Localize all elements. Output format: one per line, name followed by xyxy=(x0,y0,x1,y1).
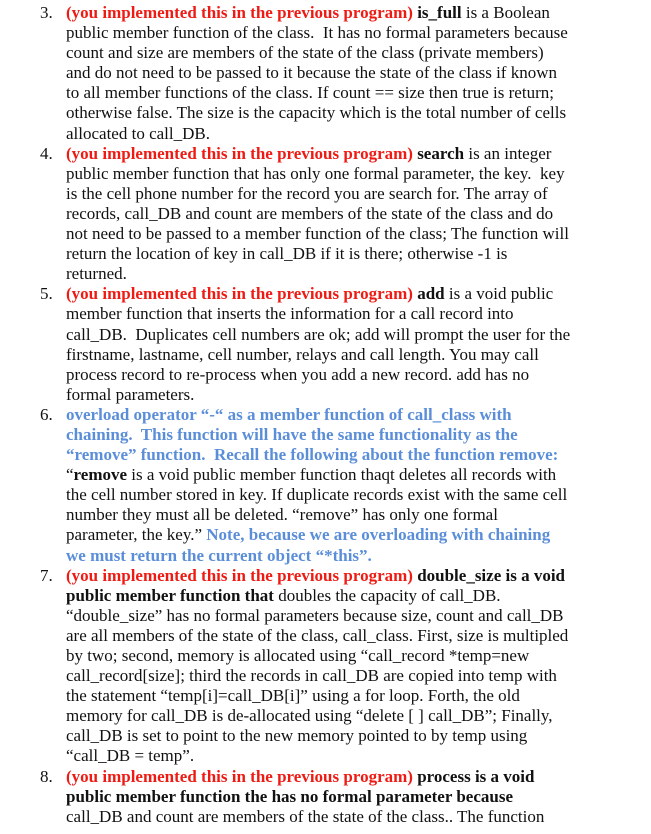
text-line xyxy=(0,184,651,204)
text-line xyxy=(0,706,651,726)
body-text: “call_DB = temp”. xyxy=(66,746,195,766)
body-text: are all members of the state of the class, call_class. First, size is multipled xyxy=(66,625,569,645)
list-item xyxy=(0,3,651,144)
text-line xyxy=(0,767,651,787)
body-text: not need to be passed to a member function of the class; The function will xyxy=(66,224,569,244)
body-text: formal parameters. xyxy=(66,384,195,404)
bold-term: process is a void xyxy=(417,766,535,786)
text-line xyxy=(0,405,651,425)
text-line xyxy=(0,566,651,586)
red-note: (you implemented this in the previous program) xyxy=(66,284,418,304)
body-text: doubles the capacity of call_DB. xyxy=(278,585,501,605)
body-text: “ xyxy=(66,465,74,485)
text-line xyxy=(0,224,651,244)
bold-term: remove xyxy=(73,465,128,485)
body-text: otherwise false. The size is the capacity which is the total number of cells xyxy=(66,103,567,123)
text-line xyxy=(0,525,651,545)
list-item xyxy=(0,144,651,285)
bold-term: public member function that xyxy=(66,585,279,605)
item-number: 7. xyxy=(40,565,53,585)
body-text: the cell number stored in key. If duplicate records exist with the same cell xyxy=(66,485,568,505)
text-line xyxy=(0,284,651,304)
text-line xyxy=(0,465,651,485)
blue-instruction: “remove” function. Recall the following about the function remove: xyxy=(66,445,559,465)
body-text: public member function of the class. It has no formal parameters because xyxy=(66,23,568,43)
red-note: (you implemented this in the previous program) xyxy=(66,143,418,163)
body-text: is a void public xyxy=(444,284,554,304)
text-line xyxy=(0,164,651,184)
text-line xyxy=(0,485,651,505)
bold-term: double_size is a void xyxy=(417,565,566,585)
body-text: call_DB. Duplicates cell numbers are ok; add will prompt the user for the xyxy=(66,324,571,344)
body-text: is a void public member function thaqt deletes all records with xyxy=(127,465,557,485)
item-number: 4. xyxy=(40,143,53,163)
body-text: is an integer xyxy=(464,143,552,163)
blue-instruction: chaining. This function will have the same functionality as the xyxy=(66,424,518,444)
text-line xyxy=(0,63,651,83)
bold-term: search xyxy=(417,143,465,163)
body-text: member function that inserts the information for a call record into xyxy=(66,304,514,324)
bold-term: add xyxy=(417,284,445,304)
body-text: returned. xyxy=(66,264,127,284)
body-text: to all member functions of the class. If count == size then true is return; xyxy=(66,83,554,103)
body-text: “double_size” has no formal parameters because size, count and call_DB xyxy=(66,605,564,625)
list-item xyxy=(0,767,651,827)
body-text: allocated to call_DB. xyxy=(66,123,210,143)
body-text: is the cell phone number for the record you are search for. The array of xyxy=(66,183,548,203)
item-number: 3. xyxy=(40,3,53,22)
bold-term: public member function the has no formal parameter because xyxy=(66,786,514,806)
text-line xyxy=(0,3,651,23)
body-text: count and size are members of the state of the class (private members) xyxy=(66,43,544,63)
red-note: (you implemented this in the previous program) xyxy=(66,565,418,585)
text-line xyxy=(0,264,651,284)
body-text: the statement “temp[i]=call_DB[i]” using a for loop. Forth, the old xyxy=(66,686,520,706)
text-line xyxy=(0,606,651,626)
text-line xyxy=(0,666,651,686)
text-line xyxy=(0,204,651,224)
text-line xyxy=(0,646,651,666)
body-text: and do not need to be passed to it because the state of the class if known xyxy=(66,63,557,83)
text-line xyxy=(0,244,651,264)
text-line xyxy=(0,505,651,525)
text-line xyxy=(0,626,651,646)
text-line xyxy=(0,83,651,103)
body-text: is a Boolean xyxy=(461,3,550,22)
text-line xyxy=(0,546,651,566)
blue-instruction: Note, because we are overloading with chaining xyxy=(206,525,551,545)
text-line xyxy=(0,807,651,827)
body-text: process record to re-process when you add a new record. add has no xyxy=(66,364,530,384)
text-line xyxy=(0,103,651,123)
body-text: return the location of key in call_DB if it is there; otherwise -1 is xyxy=(66,244,508,264)
item-number: 6. xyxy=(40,404,53,424)
text-line xyxy=(0,686,651,706)
text-line xyxy=(0,43,651,63)
text-line xyxy=(0,586,651,606)
text-line xyxy=(0,365,651,385)
body-text: memory for call_DB is de-allocated using “delete [ ] call_DB”; Finally, xyxy=(66,706,553,726)
blue-instruction: overload operator “-“ as a member function of call_class with xyxy=(66,404,512,424)
list-item xyxy=(0,566,651,767)
list-item xyxy=(0,405,651,566)
body-text: public member function that has only one formal parameter, the key. key xyxy=(66,163,565,183)
bold-term: is_full xyxy=(417,3,462,22)
text-line xyxy=(0,746,651,766)
red-note: (you implemented this in the previous program) xyxy=(66,3,418,22)
body-text: call_record[size]; third the records in call_DB are copied into temp with xyxy=(66,666,557,686)
text-line xyxy=(0,425,651,445)
text-line xyxy=(0,124,651,144)
text-line xyxy=(0,726,651,746)
text-line xyxy=(0,345,651,365)
list-item xyxy=(0,284,651,405)
item-number: 8. xyxy=(40,766,53,786)
body-text: parameter, the key.” xyxy=(66,525,207,545)
body-text: firstname, lastname, cell number, relays and call length. You may call xyxy=(66,344,539,364)
text-line xyxy=(0,144,651,164)
text-line xyxy=(0,325,651,345)
text-line xyxy=(0,445,651,465)
body-text: call_DB and count are members of the state of the class.. The function xyxy=(66,806,545,826)
body-text: by two; second, memory is allocated using “call_record *temp=new xyxy=(66,646,530,665)
body-text: number they must all be deleted. “remove” has only one formal xyxy=(66,505,498,525)
text-line xyxy=(0,23,651,43)
red-note: (you implemented this in the previous program) xyxy=(66,766,418,786)
item-number: 5. xyxy=(40,284,53,304)
text-line xyxy=(0,385,651,405)
text-line xyxy=(0,304,651,324)
text-line xyxy=(0,787,651,807)
body-text: call_DB is set to point to the new memory pointed to by temp using xyxy=(66,726,528,746)
body-text: records, call_DB and count are members of the state of the class and do xyxy=(66,203,554,223)
blue-instruction: we must return the current object “*this”. xyxy=(66,545,372,565)
